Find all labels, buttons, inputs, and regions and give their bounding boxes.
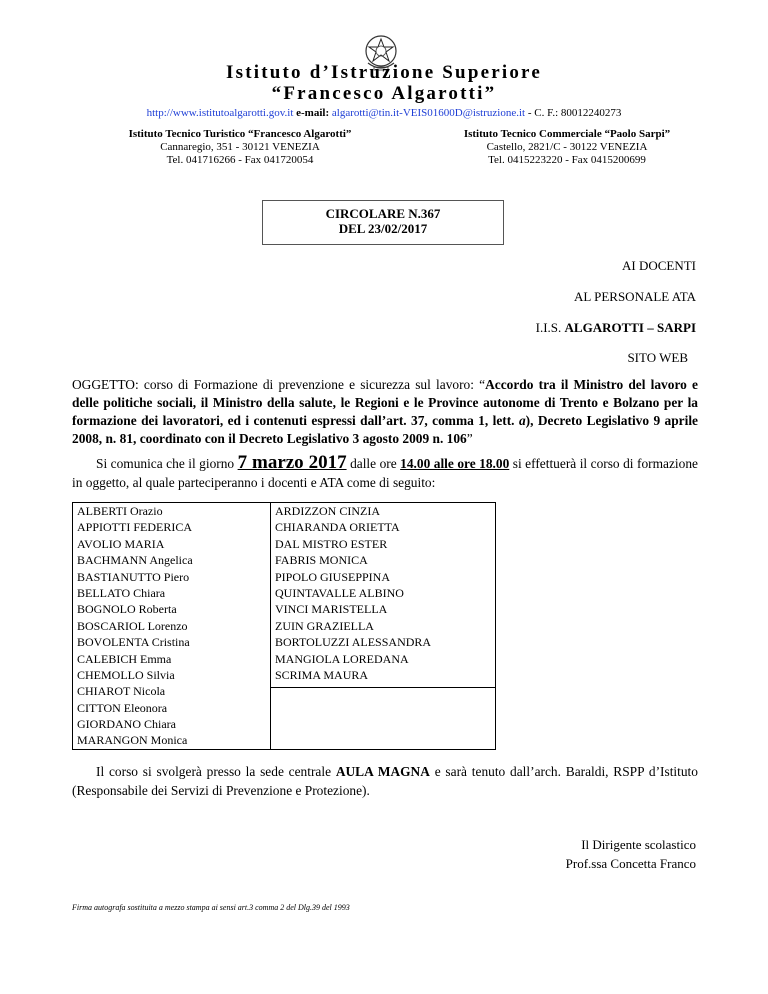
- participants-column-1: [73, 503, 270, 749]
- branch-address: Castello, 2821/C - 30122 VENEZIA: [486, 141, 648, 153]
- participant-name: BELLATO Chiara: [77, 585, 166, 600]
- participant-name: CHIAROT Nicola: [77, 684, 166, 699]
- participant-name: BORTOLUZZI ALESSANDRA: [275, 635, 432, 650]
- recipient-iis-name: ALGAROTTI – SARPI: [564, 320, 696, 335]
- website-link[interactable]: http://www.istitutoalgarotti.gov.it: [146, 107, 294, 119]
- school-name-line2: “Francesco Algarotti”: [271, 83, 497, 104]
- signature-block: [566, 835, 696, 873]
- announcement-text-1: Si comunica che il giorno: [96, 456, 235, 471]
- recipient-iis: [536, 320, 696, 336]
- announcement-text-3: si effettuerà il corso di formazione in oggetto, al quale parteciperanno i docenti e ATA come di seguito:: [72, 456, 698, 490]
- email-separator: -: [399, 107, 403, 119]
- announcement-text-2: dalle ore: [350, 456, 397, 471]
- participant-name: ALBERTI Orazio: [77, 504, 163, 518]
- participant-name: MANGIOLA LOREDANA: [275, 651, 409, 666]
- participant-name: CALEBICH Emma: [77, 651, 172, 666]
- branch-name: Istituto Tecnico Commerciale “Paolo Sarpi”: [463, 128, 671, 140]
- participant-name: CITTON Eleonora: [77, 700, 168, 715]
- signature-role: Il Dirigente scolastico: [581, 837, 696, 852]
- announcement-paragraph: [72, 453, 698, 492]
- circolare-box: [262, 200, 504, 245]
- circolare-date: DEL 23/02/2017: [338, 221, 428, 236]
- location-text-1: Il corso si svolgerà presso la sede centrale: [96, 764, 332, 779]
- branch-name: Istituto Tecnico Turistico “Francesco Algarotti”: [128, 128, 352, 140]
- location-paragraph: [72, 762, 698, 800]
- recipient-iis-prefix: I.I.S.: [535, 320, 562, 335]
- participant-name: CHIARANDA ORIETTA: [275, 520, 400, 535]
- oggetto-suffix: ”: [466, 431, 473, 446]
- participant-name: VINCI MARISTELLA: [275, 602, 388, 617]
- participant-name: BOGNOLO Roberta: [77, 602, 177, 617]
- participant-name: ARDIZZON CINZIA: [275, 504, 380, 518]
- oggetto-bold-b: ), Decreto Legislativo 9 aprile 2008, n. 81, coordinato con il Decreto Legislativo 3 agosto 2009 n. 106: [72, 413, 698, 446]
- email-link-1[interactable]: algarotti@tin.it: [331, 107, 400, 119]
- participant-name: BASTIANUTTO Piero: [77, 569, 190, 584]
- branch-phone: Tel. 0415223220 - Fax 0415200699: [488, 154, 646, 166]
- signature-name: Prof.ssa Concetta Franco: [565, 856, 696, 871]
- oggetto-prefix: OGGETTO: corso di Formazione di prevenzione e sicurezza sul lavoro: “: [72, 377, 486, 392]
- recipient-sito-web: SITO WEB: [627, 350, 688, 365]
- fiscal-code: - C. F.: 80012240273: [527, 107, 622, 119]
- participant-name: BOVOLENTA Cristina: [77, 635, 190, 650]
- branch-address: Cannaregio, 351 - 30121 VENEZIA: [160, 141, 320, 153]
- participant-name: BACHMANN Angelica: [77, 553, 193, 568]
- participant-name: QUINTAVALLE ALBINO: [275, 585, 404, 600]
- participant-name: BOSCARIOL Lorenzo: [77, 618, 188, 633]
- email-link-2[interactable]: VEIS01600D@istruzione.it: [402, 107, 526, 119]
- footnote: Firma autografa sostituita a mezzo stampa ai sensi art.3 comma 2 del Dlg.39 del 1993: [72, 903, 350, 912]
- recipient-ata: AL PERSONALE ATA: [574, 289, 696, 304]
- participant-name: PIPOLO GIUSEPPINA: [275, 569, 391, 584]
- branch-phone: Tel. 041716266 - Fax 041720054: [166, 154, 314, 166]
- contact-line: [0, 107, 768, 119]
- branch-sarpi: [417, 128, 717, 167]
- participant-name: CHEMOLLO Silvia: [77, 667, 175, 682]
- location-text-2: e sarà tenuto dall’arch. Baraldi, RSPP d’Istituto (Responsabile dei Servizi di Prevenzione e Protezione).: [72, 764, 698, 798]
- oggetto-bold-a: Accordo tra il Ministro del lavoro e delle politiche sociali, il Ministro della salute, le Regioni e le Province autonome di Trento e Bolzano per la formazione dei lavoratori, ed i contenuti espressi dall’art. 37, comma 1, lett.: [72, 377, 698, 428]
- email-label: e-mail:: [296, 107, 330, 119]
- course-time: 14.00 alle ore 18.00: [400, 456, 510, 471]
- participant-name: MARANGON Monica: [77, 733, 188, 748]
- recipient-docenti: AI DOCENTI: [621, 258, 696, 273]
- branch-algarotti: [90, 128, 390, 167]
- participant-name: DAL MISTRO ESTER: [275, 536, 388, 551]
- participant-name: GIORDANO Chiara: [77, 717, 176, 732]
- participants-column-2: [271, 503, 495, 688]
- circolare-number: CIRCOLARE N.367: [325, 206, 441, 221]
- location-room: AULA MAGNA: [335, 764, 430, 779]
- oggetto-paragraph: [72, 376, 698, 448]
- participant-name: AVOLIO MARIA: [77, 536, 165, 551]
- course-date: 7 marzo 2017: [237, 452, 347, 473]
- participant-name: ZUIN GRAZIELLA: [275, 618, 374, 633]
- school-name-line1: Istituto d’Istruzione Superiore: [226, 62, 542, 83]
- participant-name: FABRIS MONICA: [275, 553, 368, 568]
- oggetto-italic: a: [518, 413, 526, 428]
- participant-name: APPIOTTI FEDERICA: [77, 520, 193, 535]
- participants-table: [72, 502, 496, 750]
- participant-name: SCRIMA MAURA: [275, 667, 369, 682]
